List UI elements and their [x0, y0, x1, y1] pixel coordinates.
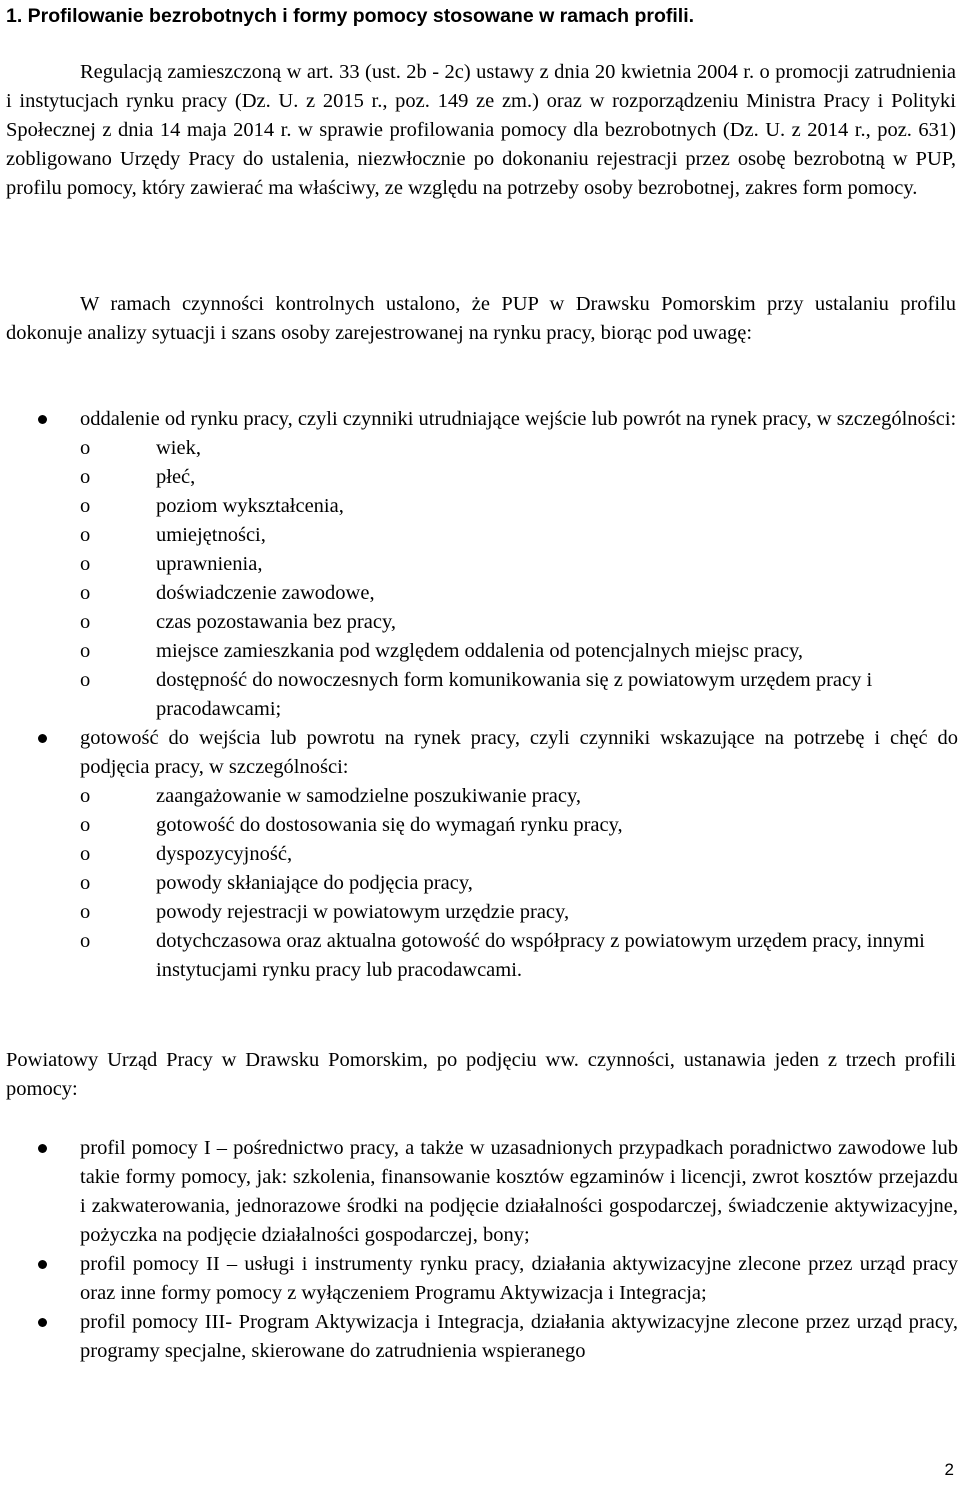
sub-list-item	[80, 492, 958, 521]
sub-list-item	[80, 521, 958, 550]
sub-list-item	[80, 637, 958, 666]
sub-list	[80, 434, 958, 724]
criteria-list	[0, 405, 960, 985]
sub-list-item-text: dyspozycyjność,	[156, 843, 293, 865]
sub-list-item	[80, 898, 958, 927]
sub-list-item	[80, 579, 958, 608]
circle-bullet-icon: o	[80, 814, 91, 836]
circle-bullet-icon: o	[80, 553, 91, 575]
sub-list-item	[80, 869, 958, 898]
list-item-text: profil pomocy III- Program Aktywizacja i Integracja, działania aktywizacyjne zlecone przez urząd pracy, programy specjalne, skierowane do zatrudnienia wspieranego	[80, 1311, 958, 1362]
sub-list-item-text: poziom wykształcenia,	[156, 495, 344, 517]
sub-list-item	[80, 927, 958, 985]
circle-bullet-icon: o	[80, 843, 91, 865]
list-item-text: profil pomocy I – pośrednictwo pracy, a także w uzasadnionych przypadkach poradnictwo zawodowe lub takie formy pomocy, jak: szkolenia, finansowanie kosztów egzaminów i licencji, zwrot kosztów przejazdu i zakwaterowania, jednorazowe środki na podjęcie działalności gospodarczej, świadczenie aktywizacyjne, pożyczka na podjęcie działalności gospodarczej, bony;	[80, 1137, 958, 1246]
sub-list	[80, 782, 958, 985]
sub-list-item	[80, 840, 958, 869]
list-item-text: gotowość do wejścia lub powrotu na rynek pracy, czyli czynniki wskazujące na potrzebę i chęć do podjęcia pracy, w szczególności:	[80, 727, 958, 778]
sub-list-item-text: powody skłaniające do podjęcia pracy,	[156, 872, 473, 894]
sub-list-item-text: powody rejestracji w powiatowym urzędzie pracy,	[156, 901, 570, 923]
paragraph-profiles-intro: Powiatowy Urząd Pracy w Drawsku Pomorskim, po podjęciu ww. czynności, ustanawia jeden z trzech profili pomocy:	[6, 1049, 956, 1100]
sub-list-item-text: dotychczasowa oraz aktualna gotowość do współpracy z powiatowym urzędem pracy, innymi instytucjami rynku pracy lub pracodawcami.	[156, 930, 925, 981]
sub-list-item	[80, 811, 958, 840]
bullet-icon	[38, 734, 47, 743]
paragraph-regulation: Regulacją zamieszczoną w art. 33 (ust. 2b - 2c) ustawy z dnia 20 kwietnia 2004 r. o promocji zatrudnienia i instytucjach rynku pracy (Dz. U. z 2015 r., poz. 149 ze zm.) oraz w rozporządzeniu Ministra Pracy i Polityki Społecznej z dnia 14 maja 2014 r. w sprawie profilowania pomocy dla bezrobotnych (Dz. U. z 2014 r., poz. 631) zobligowano Urzędy Pracy do ustalenia, niezwłocznie po dokonaniu rejestracji przez osobę bezrobotną w PUP, profilu pomocy, który zawierać ma właściwy, ze względu na potrzeby osoby bezrobotnej, zakres form pomocy.	[6, 61, 956, 199]
sub-list-item-text: doświadczenie zawodowe,	[156, 582, 375, 604]
sub-list-item	[80, 782, 958, 811]
circle-bullet-icon: o	[80, 669, 91, 691]
sub-list-item	[80, 608, 958, 637]
page-number: 2	[944, 1460, 954, 1479]
list-item	[0, 405, 960, 724]
sub-list-item-text: umiejętności,	[156, 524, 266, 546]
circle-bullet-icon: o	[80, 872, 91, 894]
circle-bullet-icon: o	[80, 582, 91, 604]
bullet-icon	[38, 1318, 47, 1327]
sub-list-item-text: gotowość do dostosowania się do wymagań rynku pracy,	[156, 814, 623, 836]
circle-bullet-icon: o	[80, 901, 91, 923]
sub-list-item	[80, 550, 958, 579]
sub-list-item-text: wiek,	[156, 437, 201, 459]
list-item-text: profil pomocy II – usługi i instrumenty rynku pracy, działania aktywizacyjne zlecone przez urząd pracy oraz inne formy pomocy z wyłączeniem Programu Aktywizacja i Integracja;	[80, 1253, 958, 1304]
sub-list-item-text: uprawnienia,	[156, 553, 263, 575]
list-item	[0, 724, 960, 985]
sub-list-item-text: zaangażowanie w samodzielne poszukiwanie pracy,	[156, 785, 581, 807]
circle-bullet-icon: o	[80, 611, 91, 633]
circle-bullet-icon: o	[80, 930, 91, 952]
sub-list-item-text: dostępność do nowoczesnych form komunikowania się z powiatowym urzędem pracy i pracodawcami;	[156, 669, 873, 720]
bullet-icon	[38, 1144, 47, 1153]
profiles-list	[0, 1134, 960, 1366]
circle-bullet-icon: o	[80, 785, 91, 807]
sub-list-item-text: płeć,	[156, 466, 196, 488]
sub-list-item	[80, 463, 958, 492]
sub-list-item-text: czas pozostawania bez pracy,	[156, 611, 396, 633]
circle-bullet-icon: o	[80, 437, 91, 459]
sub-list-item	[80, 434, 958, 463]
paragraph-control-findings: W ramach czynności kontrolnych ustalono, że PUP w Drawsku Pomorskim przy ustalaniu profilu dokonuje analizy sytuacji i szans osoby zarejestrowanej na rynku pracy, biorąc pod uwagę:	[6, 293, 956, 344]
bullet-icon	[38, 415, 47, 424]
list-item	[0, 1308, 960, 1366]
circle-bullet-icon: o	[80, 495, 91, 517]
circle-bullet-icon: o	[80, 640, 91, 662]
list-item	[0, 1250, 960, 1308]
sub-list-item-text: miejsce zamieszkania pod względem oddalenia od potencjalnych miejsc pracy,	[156, 640, 804, 662]
circle-bullet-icon: o	[80, 466, 91, 488]
circle-bullet-icon: o	[80, 524, 91, 546]
section-heading: 1. Profilowanie bezrobotnych i formy pomocy stosowane w ramach profili.	[6, 5, 695, 27]
sub-list-item	[80, 666, 958, 724]
list-item	[0, 1134, 960, 1250]
bullet-icon	[38, 1260, 47, 1269]
list-item-text: oddalenie od rynku pracy, czyli czynniki utrudniające wejście lub powrót na rynek pracy, w szczególności:	[80, 408, 957, 430]
